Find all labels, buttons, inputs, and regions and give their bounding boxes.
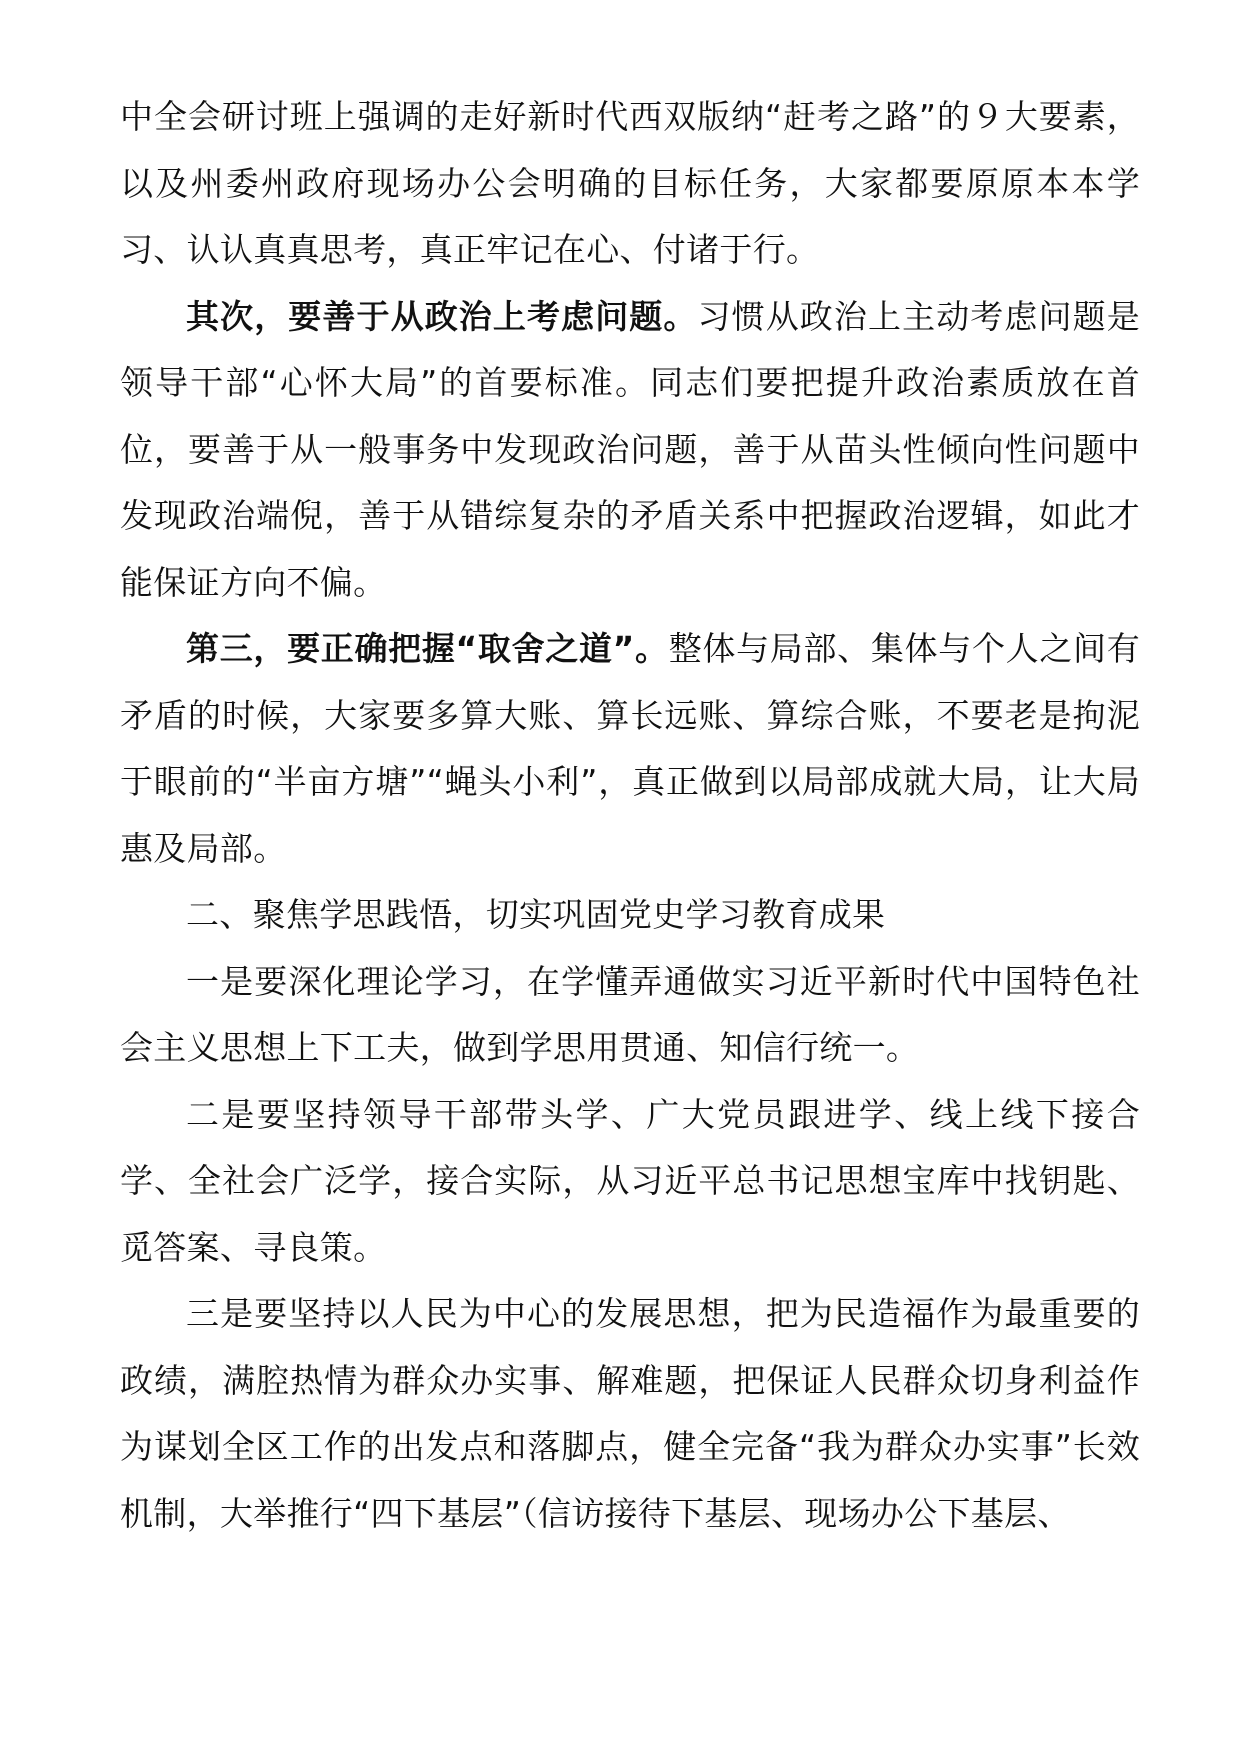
section-heading <box>120 882 1140 949</box>
paragraph-text: 习惯从政治上主动考虑问题是领导干部“心怀大局”的首要标准。同志们要把提升政治素质放在首位，要善于从一般事务中发现政治问题，善于从苗头性倾向性问题中发现政治端倪，善于从错综复杂的矛盾关系中把握政治逻辑，如此才能保证方向不偏。 <box>120 296 1140 602</box>
paragraph-heading-bold: 其次，要善于从政治上考虑问题。 <box>186 296 698 336</box>
paragraph-item-two <box>120 1082 1140 1282</box>
section-heading-text: 二、聚焦学思践悟，切实巩固党史学习教育成果 <box>186 895 886 934</box>
paragraph-continuation <box>120 84 1140 284</box>
paragraph-text: 一是要深化理论学习，在学懂弄通做实习近平新时代中国特色社会主义思想上下工夫，做到学思用贯通、知信行统一。 <box>120 961 1140 1067</box>
paragraph-secondly <box>120 284 1140 617</box>
paragraph-item-three <box>120 1281 1140 1547</box>
paragraph-heading-bold: 第三，要正确把握“取舍之道”。 <box>186 629 669 668</box>
paragraph-item-one <box>120 949 1140 1082</box>
paragraph-text: 二是要坚持领导干部带头学、广大党员跟进学、线上线下接合学、全社会广泛学，接合实际，从习近平总书记思想宝库中找钥匙、觅答案、寻良策。 <box>120 1094 1140 1267</box>
paragraph-text: 三是要坚持以人民为中心的发展思想，把为民造福作为最重要的政绩，满腔热情为群众办实事、解难题，把保证人民群众切身利益作为谋划全区工作的出发点和落脚点，健全完备“我为群众办实事”长效机制，大举推行“四下基层”（信访接待下基层、现场办公下基层、 <box>120 1294 1140 1533</box>
paragraph-text: 中全会研讨班上强调的走好新时代西双版纳“赶考之路”的９大要素，以及州委州政府现场办公会明确的目标任务，大家都要原原本本学习、认认真真思考，真正牢记在心、付诸于行。 <box>120 97 1140 269</box>
document-body <box>120 84 1140 1547</box>
paragraph-text: 整体与局部、集体与个人之间有矛盾的时候，大家要多算大账、算长远账、算综合账，不要老是拘泥于眼前的“半亩方塘”“蝇头小利”，真正做到以局部成就大局，让大局惠及局部。 <box>120 629 1141 868</box>
paragraph-third <box>120 616 1140 882</box>
